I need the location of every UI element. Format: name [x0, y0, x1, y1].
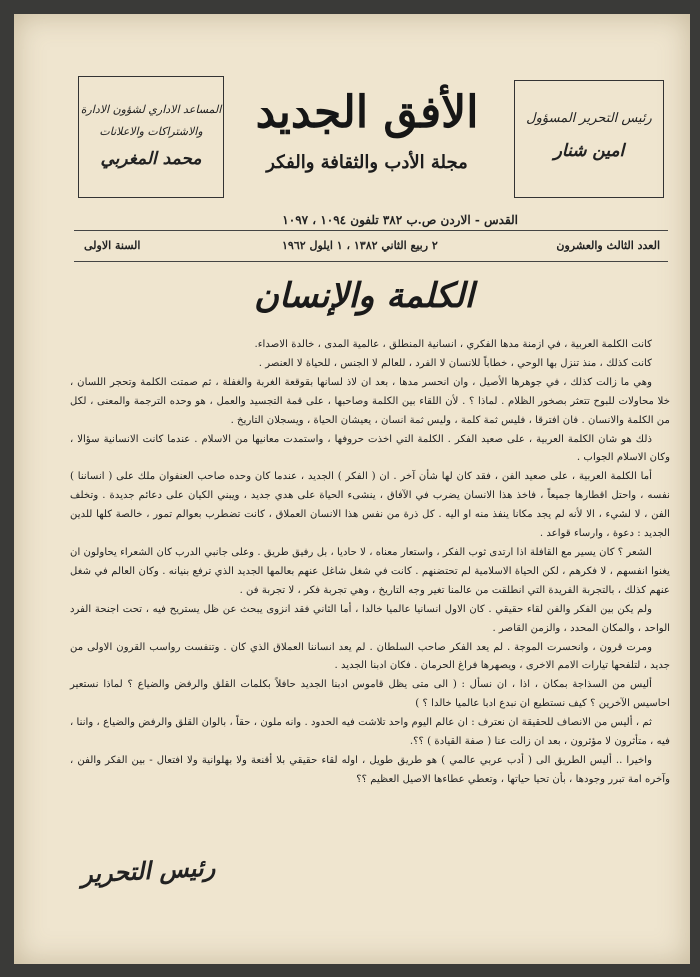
paragraph: وهي ما زالت كذلك ، في جوهرها الأصيل ، وان انحسر مدها ، بعد ان لاذ لسانها بقوقعة الغربة والغفلة ، ثم صمتت الكلمة وتحجر اللسان ، خلا محاولات للبوح تتعثر بصخور الظلام . لماذا ؟ . لأن اللقاء بين الكلمة وصاحبها ، على قمة التجسيد والعمل ، هو وحده الترجمة والمعنى ، لكل من الكلمة والانسان . فان افترقا ، فليس ثمة كلمة ، وليس ثمة انسان ، يعيشان الحياة ، ويسجلان التاريخ . [70, 376, 670, 426]
paragraph: أليس من السذاجة بمكان ، اذا ، ان نسأل : ( الى متى يظل قاموس ادبنا الجديد حافلاً بكلمات القلق والرفض والضياع ؟ لماذا نستعير احاسيس الآخرين ؟ كيف نستطيع ان نبدع ادبا عالميا خالدا ؟ ) [70, 679, 670, 710]
editor-box [514, 80, 664, 198]
paragraph: ومرت قرون ، وانحسرت الموجة . لم يعد الفكر صاحب السلطان . لم يعد انساننا العملاق الذي كان . وتنفست رواسب القرون الاولى من جديد ، لتلفحها تيارات الامم الاخرى ، ويصهرها فراغ الحرمان . فكان ادبنا الجديد . [70, 641, 670, 672]
admin-role-line1: المساعد الاداري لشؤون الادارة [80, 103, 222, 116]
issue-date: ٢ ربيع الثاني ١٣٨٢ ، ١ ايلول ١٩٦٢ [282, 239, 438, 252]
paragraph: واخيرا .. أليس الطريق الى ( أدب عربي عالمي ) هو طريق طويل ، اوله لقاء حقيقي بلا أقنعة ولا بهلوانية ولا افتعال - بين الفكر والفن ، وآخره امة تبرر وجودها ، بأن تحيا حياتها ، وتعطي عطاءها الاصيل العظيم ؟؟ [70, 754, 670, 785]
admin-name: محمد المغربي [100, 149, 202, 169]
paragraph: ذلك هو شان الكلمة العربية ، على صعيد الفكر . الكلمة التي اخذت حروفها ، واستمدت معانيها من الاسلام . عندما كانت الانسانية سؤالا ، وكان الاسلام الجواب . [70, 433, 670, 464]
issue-bar [74, 230, 668, 262]
article-body [70, 336, 670, 790]
signature: رئيس التحرير [80, 852, 216, 889]
paragraph: كانت الكلمة العربية ، في ازمنة مدها الفكري ، انسانية المنطلق ، عالمية المدى ، خالدة الاصداء. [254, 339, 652, 350]
magazine-address: القدس - الاردن ص.ب ٣٨٢ تلفون ١٠٩٤ ، ١٠٩٧ [282, 213, 518, 227]
editor-name: امين شنار [553, 141, 625, 161]
paragraph: أما الكلمة العربية ، على صعيد الفن ، فقد كان لها شأن آخر . ان ( الفكر ) الجديد ، عندما كان وحده صاحب العنفوان ملك على ( انساننا ) نفسه ، واحتل اقطارها جميعاً ، فاخذ هذا الانسان يضرب في الآفاق ، ينشىء الحياة على هدي جديد ، ويبني الكيان على دعائم جديدة . وتخلف الفن ، لا لشيء ، الا لأنه لم يجد مكانا ينفذ منه او اليه . كل ذرة من نفس هذا الانسان العملاق ، كانت تضطرب بعوالم تمور ، خالصة كلها للدين الجديد : دعوة ، وارساء قواعد . [70, 471, 670, 540]
paragraph: ثم ، أليس من الانصاف للحقيقة ان نعترف : ان عالم اليوم واحد تلاشت فيه الحدود . وانه ملون ، حقاً ، بالوان القلق والرفض والضياع ، واننا ، فيه ، متأثرون لا مؤثرون ، بعد ان زالت عنا ( صفة القيادة ) ؟؟. [70, 717, 670, 748]
editor-role: رئيس التحرير المسؤول [526, 111, 652, 126]
magazine-title: الأفق الجديد [255, 87, 479, 138]
issue-year: السنة الاولى [84, 239, 141, 252]
admin-role-line2: والاشتراكات والاعلانات [99, 125, 203, 138]
paragraph: كانت كذلك ، منذ تنزل بها الوحي ، خطاباً للانسان لا الفرد ، للعالم لا الجنس ، للحياة لا العنصر . [258, 357, 652, 369]
paragraph: ولم يكن بين الفكر والفن لقاء حقيقي . كان الاول انسانيا عالميا خالدا ، أما الثاني فقد انزوى يبحث عن ظل يستريح فيه ، تحت اجنحة الفرد الواحد ، والمكان المحدد ، والزمن القاصر . [70, 603, 670, 634]
issue-number: العدد الثالث والعشرون [556, 239, 660, 252]
paper-page [14, 14, 690, 964]
admin-box [78, 76, 224, 198]
magazine-subtitle: مجلة الأدب والثقافة والفكر [266, 152, 468, 173]
article-title: الكلمة والإنسان [254, 276, 474, 316]
paragraph: الشعر ؟ كان يسير مع القافلة اذا ارتدى ثوب الفكر ، واستعار معناه ، لا حاديا ، بل رفيق طريق . وعلى جانبي الدرب كان الشعراء يحاولون ان يغنوا انفسهم ، لا فكرهم ، لكن الحياة الاسلامية لم تحتضنهم . كانت في شغل شاغل عنهم بعالمها الجديد الذي ترفع بنيانه . وكان العالم في شغل عنهم كذلك ، بالتجربة الفريدة التي انطلقت من عالمنا تغير وجه التاريخ ، وهي تجربة فكر ، لا تجربة فن . [70, 546, 670, 596]
